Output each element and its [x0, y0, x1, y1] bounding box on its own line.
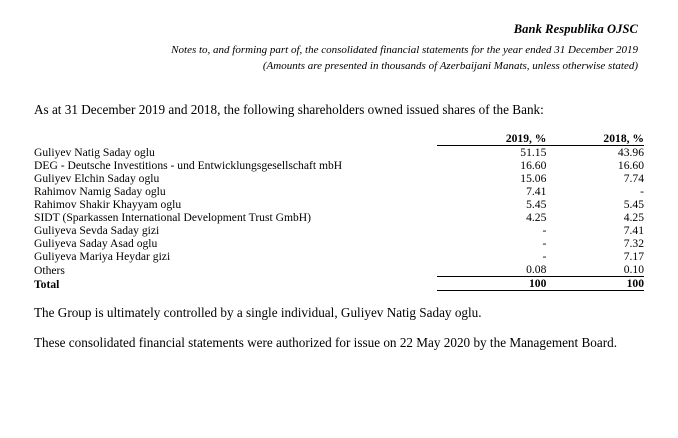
authorization-paragraph: These consolidated financial statements were authorized for issue on 22 May 2020 by the Management Board.: [34, 335, 618, 351]
row-value-2019: 51.15: [520, 146, 547, 160]
row-value-2019: 5.45: [526, 198, 547, 212]
table-row: [34, 263, 644, 277]
total-label: Total: [34, 277, 60, 291]
row-value-2018: 7.32: [623, 237, 644, 251]
total-underline: [34, 291, 644, 292]
row-value-2018: 7.17: [623, 250, 644, 264]
column-header-2018: 2018, %: [603, 132, 644, 146]
total-value-2019: 100: [437, 277, 547, 291]
table-row: [34, 146, 644, 160]
row-value-2019: -: [542, 237, 547, 251]
row-value-2018: 43.96: [617, 146, 644, 160]
row-label: Guliyeva Saday Asad oglu: [34, 237, 158, 251]
row-value-2019: 16.60: [520, 159, 547, 173]
table-row: [34, 237, 644, 250]
note-header-line-2: (Amounts are presented in thousands of Azerbaijani Manats, unless otherwise stated): [262, 59, 638, 72]
table-row: [34, 224, 644, 237]
row-value-2018: 5.45: [623, 198, 644, 212]
shareholders-table: [34, 132, 644, 291]
spacer: [424, 132, 436, 145]
column-header-name: [34, 132, 424, 145]
row-value-2019: 4.25: [526, 211, 547, 225]
table-row: [34, 211, 644, 224]
table-row: [34, 250, 644, 263]
row-label: SIDT (Sparkassen International Development Trust GmbH): [34, 211, 312, 225]
row-value-2018: 16.60: [617, 159, 644, 173]
row-label: Others: [34, 263, 65, 277]
row-label: Rahimov Shakir Khayyam oglu: [34, 198, 182, 212]
table-row: [34, 159, 644, 172]
row-label: Rahimov Namig Saday oglu: [34, 185, 166, 199]
row-label: Guliyeva Mariya Heydar gizi: [34, 250, 171, 264]
table-row: [34, 172, 644, 185]
total-value-2018: 100: [546, 277, 644, 291]
table-row: [34, 198, 644, 211]
note-header-line-1: Notes to, and forming part of, the consolidated financial statements for the year ended 31 December 2019: [171, 44, 638, 56]
row-value-2018: 4.25: [623, 211, 644, 225]
row-label: DEG - Deutsche Investitions - und Entwicklungsgesellschaft mbH: [34, 159, 343, 173]
table-row: [34, 185, 644, 198]
row-value-2019: -: [542, 224, 547, 238]
row-value-2019: 7.41: [526, 185, 547, 199]
table-total-row: [34, 277, 644, 291]
control-paragraph: The Group is ultimately controlled by a single individual, Guliyev Natig Saday oglu.: [34, 305, 482, 321]
row-label: Guliyev Natig Saday oglu: [34, 146, 155, 160]
row-value-2018: -: [640, 185, 644, 199]
company-name: Bank Respublika OJSC: [513, 22, 638, 36]
row-label: Guliyeva Sevda Saday gizi: [34, 224, 160, 238]
row-label: Guliyev Elchin Saday oglu: [34, 172, 160, 186]
row-value-2018: 7.74: [623, 172, 644, 186]
row-value-2019: 15.06: [520, 172, 547, 186]
table-header-row: [34, 132, 644, 145]
row-value-2018: 0.10: [623, 263, 644, 277]
column-header-2019: 2019, %: [505, 132, 547, 146]
row-value-2019: -: [542, 250, 547, 264]
row-value-2019: 0.08: [526, 263, 547, 277]
intro-paragraph: As at 31 December 2019 and 2018, the following shareholders owned issued shares of the Bank:: [34, 101, 544, 117]
row-value-2018: 7.41: [623, 224, 644, 238]
